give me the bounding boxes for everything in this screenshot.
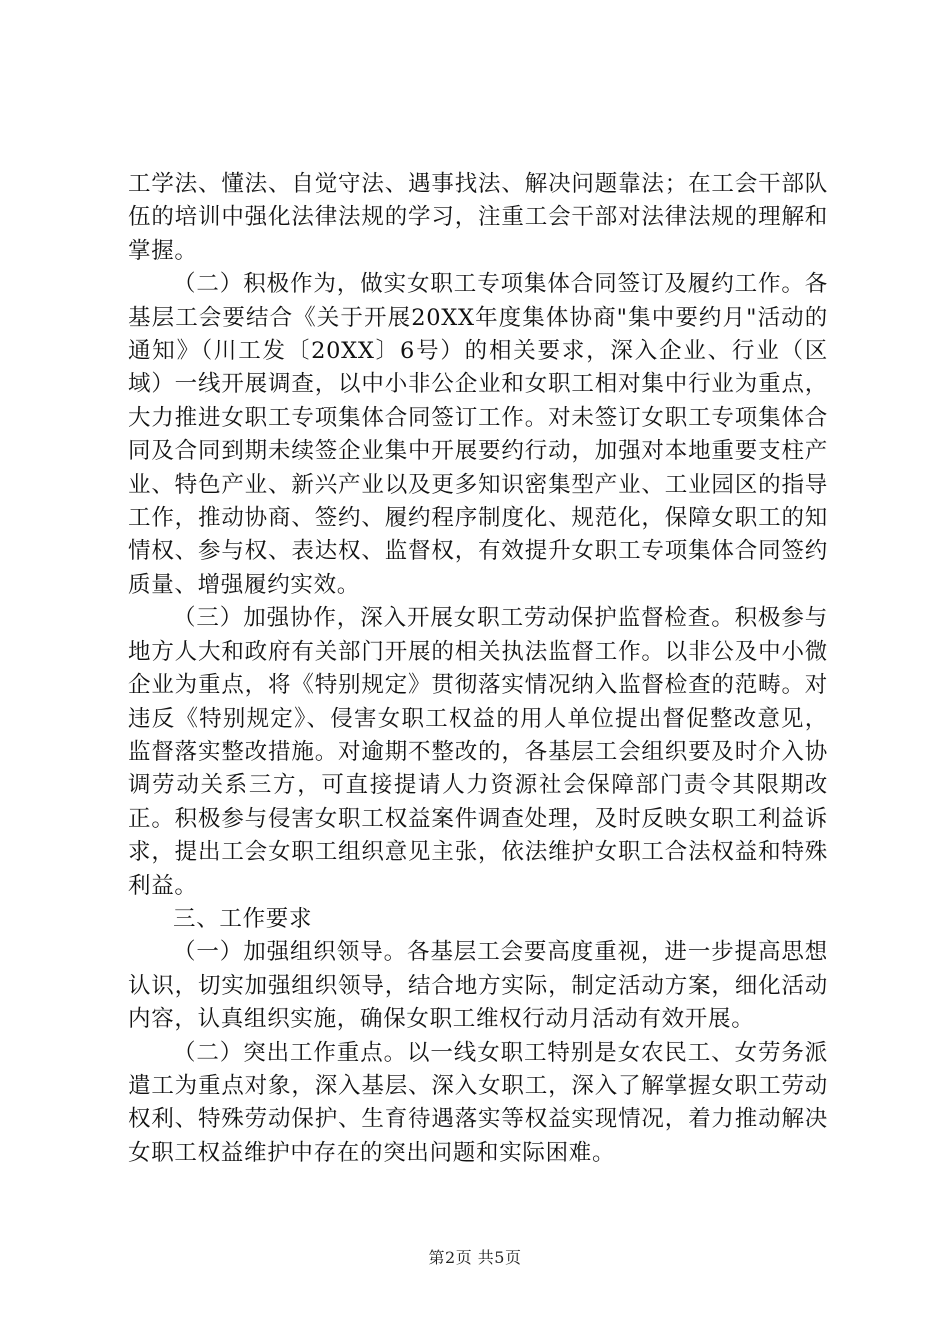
paragraph-1: 工学法、懂法、自觉守法、遇事找法、解决问题靠法；在工会干部队伍的培训中强化法律法规的学习，注重工会干部对法律法规的理解和掌握。 (128, 171, 828, 264)
document-body (128, 168, 828, 1170)
paragraph-2: （二）积极作为，做实女职工专项集体合同签订及履约工作。各基层工会要结合《关于开展20XX年度集体协商"集中要约月"活动的通知》（川工发〔20XX〕6号）的相关要求，深入企业、行业（区域）一线开展调查，以中小非公企业和女职工相对集中行业为重点，大力推进女职工专项集体合同签订工作。对未签订女职工专项集体合同及合同到期未续签企业集中开展要约行动，加强对本地重要支柱产业、特色产业、新兴产业以及更多知识密集型产业、工业园区的指导工作，推动协商、签约、履约程序制度化、规范化，保障女职工的知情权、参与权、表达权、监督权，有效提升女职工专项集体合同签约质量、增强履约实效。 (128, 271, 828, 598)
paragraph-3: （三）加强协作，深入开展女职工劳动保护监督检查。积极参与地方人大和政府有关部门开展的相关执法监督工作。以非公及中小微企业为重点，将《特别规定》贯彻落实情况纳入监督检查的范畴。对违反《特别规定》、侵害女职工权益的用人单位提出督促整改意见，监督落实整改措施。对逾期不整改的，各基层工会组织要及时介入协调劳动关系三方，可直接提请人力资源社会保障部门责令其限期改正。积极参与侵害女职工权益案件调查处理，及时反映女职工利益诉求，提出工会女职工组织意见主张，依法维护女职工合法权益和特殊利益。 (128, 605, 828, 899)
paragraph-4: （一）加强组织领导。各基层工会要高度重视，进一步提高思想认识，切实加强组织领导，结合地方实际，制定活动方案，细化活动内容，认真组织实施，确保女职工维权行动月活动有效开展。 (128, 939, 828, 1033)
paragraph-5: （二）突出工作重点。以一线女职工特别是女农民工、女劳务派遣工为重点对象，深入基层、深入女职工，深入了解掌握女职工劳动权利、特殊劳动保护、生育待遇落实等权益实现情况，着力推动解决女职工权益维护中存在的突出问题和实际困难。 (128, 1039, 828, 1166)
section-heading-work-requirements: 三、工作要求 (173, 905, 313, 932)
page-number-footer: 第2页 共5页 (428, 1248, 522, 1267)
